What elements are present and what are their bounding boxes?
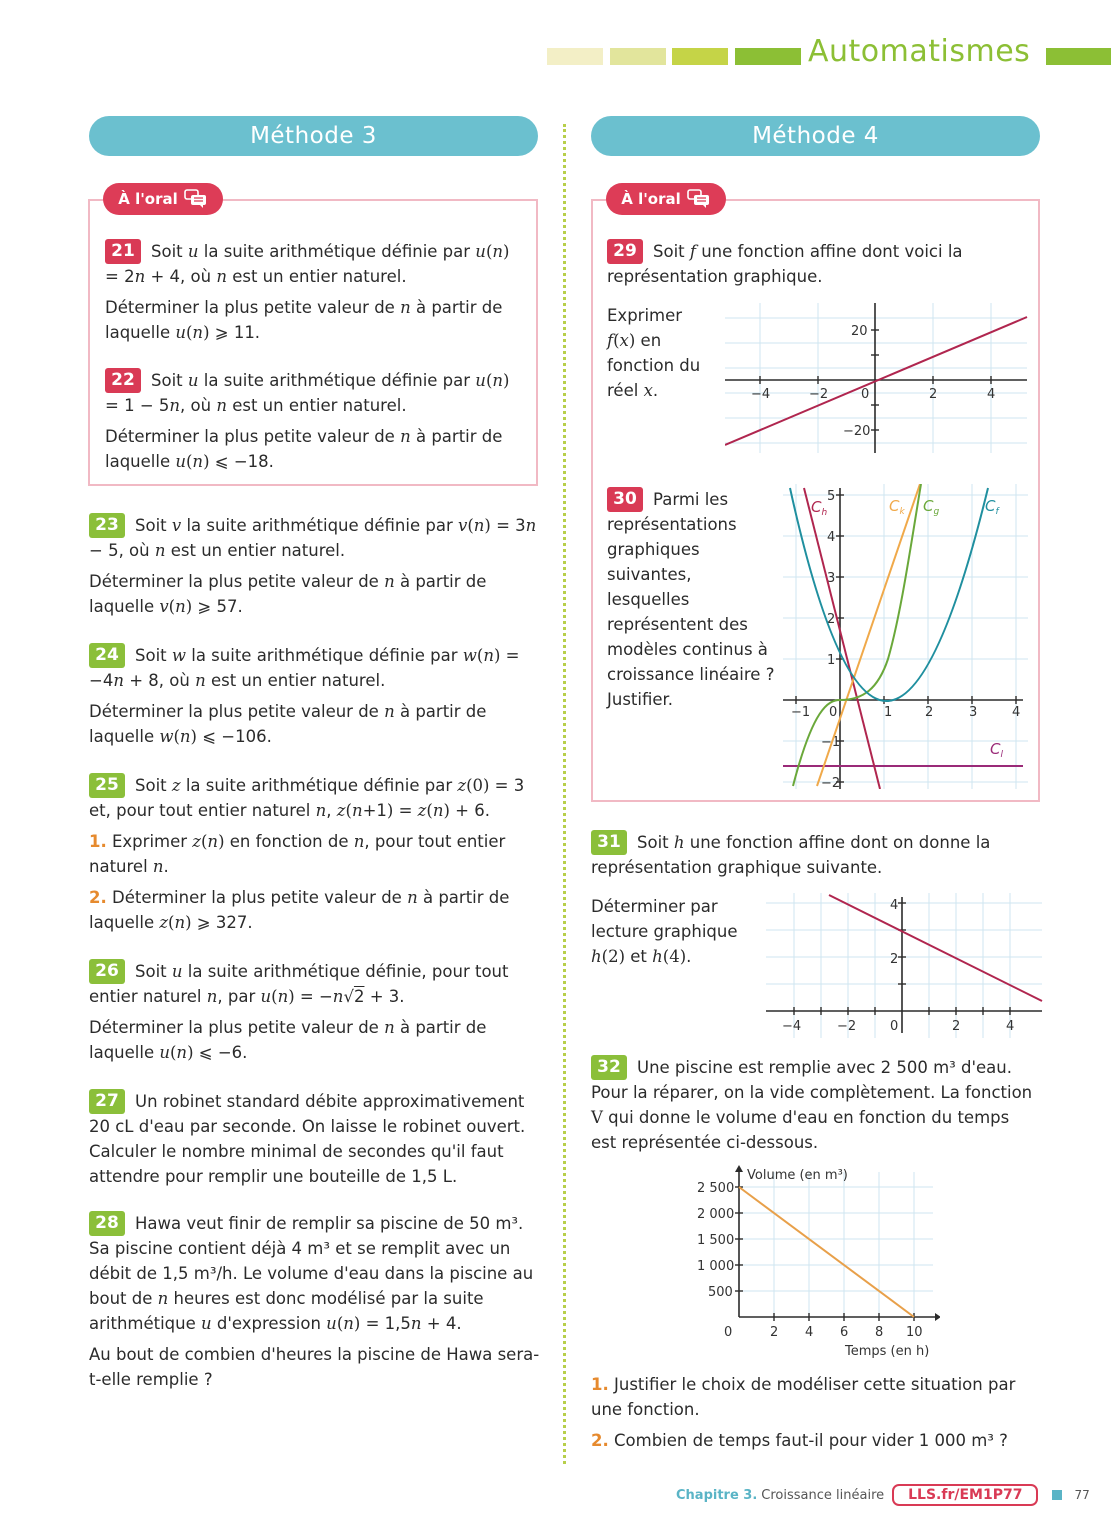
exercise-number: 25 <box>89 773 125 798</box>
exercise-number: 32 <box>591 1055 627 1080</box>
svg-text:3: 3 <box>827 571 836 586</box>
header-bar-5 <box>1046 48 1111 65</box>
svg-text:2: 2 <box>827 612 836 627</box>
oral-badge-left <box>103 183 223 215</box>
exercise-number: 22 <box>105 368 141 393</box>
footer-link[interactable]: LLS.fr/EM1P77 <box>892 1484 1038 1506</box>
exercise-23: 23 Soit v la suite arithmétique définie par v(n) = 3n − 5, où n est un entier naturel. Déterminer la plus petite valeur de n à partir de laquelle v(n) ⩾ 57. <box>89 515 537 616</box>
svg-text:2: 2 <box>925 705 934 720</box>
exercise-22: 22 Soit u la suite arithmétique définie par u(n) = 1 − 5n, où n est un entier naturel. Déterminer la plus petite valeur de n à partir de laquelle u(n) ⩽ −18. <box>105 370 510 471</box>
svg-text:−1: −1 <box>791 705 811 720</box>
svg-text:500: 500 <box>708 1285 733 1300</box>
svg-text:5: 5 <box>827 489 836 504</box>
exercise-27 <box>89 1089 544 1195</box>
svg-text:4: 4 <box>1012 705 1021 720</box>
svg-text:2 000: 2 000 <box>697 1207 735 1222</box>
speech-bubbles-icon <box>687 189 711 209</box>
svg-text:10: 10 <box>906 1325 923 1340</box>
oral-badge-label: À l'oral <box>118 190 178 208</box>
svg-text:Cf: $C_f$ <box>985 497 999 517</box>
header-bar-4 <box>735 48 801 65</box>
exercise-26: 26 Soit u la suite arithmétique définie, pour tout entier naturel n, par u(n) = −n√2 + 3. Déterminer la plus petite valeur de n à partir de laquelle u(n) ⩽ −6. <box>89 961 509 1062</box>
header-bar-2 <box>610 48 666 65</box>
speech-bubbles-icon <box>184 189 208 209</box>
svg-text:Temps (en h): Temps (en h) <box>845 1344 930 1359</box>
exercise-21: 21 Soit u la suite arithmétique définie par u(n) = 2n + 4, où n est un entier naturel. Déterminer la plus petite valeur de n à partir de laquelle u(n) ⩾ 11. <box>105 241 510 342</box>
header-bar-3 <box>672 48 728 65</box>
exercise-number: 29 <box>607 239 643 264</box>
exercise-32-q1: Justifier le choix de modéliser cette situation par une fonction. <box>591 1375 1016 1419</box>
svg-text:Volume (en m³): Volume (en m³) <box>747 1168 848 1183</box>
column-divider <box>563 124 566 1464</box>
exercise-32: 32 Une piscine est remplie avec 2 500 m³ d'eau. Pour la réparer, on la vide complètement. La fonction V qui donne le volume d'eau en fonction du temps est représentée ci-dessous. <box>591 1057 1033 1152</box>
svg-text:2 500: 2 500 <box>697 1181 735 1196</box>
svg-text:−4: −4 <box>751 387 771 402</box>
exercise-29-side: Exprimer f(x) en fonction du réel x. <box>607 306 701 400</box>
exercise-number: 28 <box>89 1211 125 1236</box>
method-4-header: Méthode 4 <box>591 116 1040 156</box>
exercise-24: 24 Soit w la suite arithmétique définie par w(n) = −4n + 8, où n est un entier naturel. Déterminer la plus petite valeur de n à partir de laquelle w(n) ⩽ −106. <box>89 645 520 746</box>
svg-text:0: 0 <box>890 1019 899 1034</box>
chart-ex31 <box>766 893 1046 1038</box>
question-number: 2. <box>591 1431 609 1450</box>
oral-badge-label: À l'oral <box>621 190 681 208</box>
svg-text:1: 1 <box>827 653 836 668</box>
svg-text:2: 2 <box>952 1019 961 1034</box>
exercise-number: 30 <box>607 487 643 512</box>
exercise-number: 27 <box>89 1089 125 1114</box>
exercise-31-side: Déterminer par lecture graphique h(2) et h(4). <box>591 897 738 966</box>
svg-text:20: 20 <box>851 324 868 339</box>
svg-text:4: 4 <box>890 898 899 913</box>
svg-text:−4: −4 <box>782 1019 802 1034</box>
chart-ex29 <box>725 303 1030 453</box>
exercise-29: 29 Soit f une fonction affine dont voici la représentation graphique. <box>607 241 963 286</box>
svg-text:−1: −1 <box>821 735 841 750</box>
exercise-32-questions <box>591 1372 1036 1459</box>
svg-text:1 000: 1 000 <box>697 1259 735 1274</box>
svg-text:−2: −2 <box>809 387 829 402</box>
svg-text:2: 2 <box>770 1325 779 1340</box>
svg-text:2: 2 <box>890 952 899 967</box>
page-title: Automatismes <box>808 34 1031 69</box>
svg-text:1 500: 1 500 <box>697 1233 735 1248</box>
exercise-32-q2: Combien de temps faut-il pour vider 1 000 m³ ? <box>614 1431 1008 1450</box>
exercise-27-text: Un robinet standard débite approximativement 20 cL d'eau par seconde. On laisse le robinet ouvert. Calculer le nombre minimal de secondes qu'il faut attendre pour remplir une bouteille de 1,5 L. <box>89 1092 526 1186</box>
footer-chapter-title: Croissance linéaire <box>761 1487 885 1503</box>
exercise-30: 30 Parmi les représentations graphiques suivantes, lesquelles représentent des modèles continus à croissance linéaire ? Justifier. <box>607 489 775 709</box>
exercise-25: 25 Soit z la suite arithmétique définie par z(0) = 3 et, pour tout entier naturel n, z(n+1) = z(n) + 6. 1. Exprimer z(n) en fonction de n, pour tout entier naturel n. 2. Déterminer la plus petite valeur de n à partir de laquelle z(n) ⩾ 327. <box>89 775 525 932</box>
svg-text:Cg: $C_g$ <box>923 497 940 517</box>
svg-text:Ch: $C_h$ <box>811 498 828 518</box>
question-number: 1. <box>591 1375 609 1394</box>
svg-text:0: 0 <box>724 1325 733 1340</box>
footer-square-icon <box>1052 1490 1062 1500</box>
exercise-number: 23 <box>89 513 125 538</box>
svg-text:Cl: $C_l$ <box>990 740 1003 760</box>
oral-badge-right <box>606 183 726 215</box>
exercise-number: 31 <box>591 830 627 855</box>
svg-text:Ck: $C_k$ <box>889 497 905 517</box>
svg-text:2: 2 <box>929 387 938 402</box>
method-3-header: Méthode 3 <box>89 116 538 156</box>
svg-text:−2: −2 <box>837 1019 857 1034</box>
svg-text:1: 1 <box>884 705 893 720</box>
svg-text:0: 0 <box>861 387 870 402</box>
svg-text:0: 0 <box>829 705 838 720</box>
svg-text:3: 3 <box>969 705 978 720</box>
exercise-28: 28 Hawa veut finir de remplir sa piscine de 50 m³. Sa piscine contient déjà 4 m³ et se remplit avec un débit de 1,5 m³/h. Le volume d'eau dans la piscine au bout de n heures est donc modélisé par la suite arithmétique u d'expression u(n) = 1,5n + 4. Au bout de combien d'heures la piscine de Hawa sera-t-elle remplie ? <box>89 1211 544 1398</box>
exercise-number: 21 <box>105 239 141 264</box>
chart-ex30 <box>783 484 1028 789</box>
svg-text:4: 4 <box>827 530 836 545</box>
footer <box>676 1484 1090 1506</box>
exercise-31: 31 Soit h une fonction affine dont on donne la représentation graphique suivante. <box>591 832 991 877</box>
svg-text:4: 4 <box>805 1325 814 1340</box>
header-bar-1 <box>547 48 603 65</box>
svg-text:6: 6 <box>840 1325 849 1340</box>
exercise-28-question: Au bout de combien d'heures la piscine de Hawa sera-t-elle remplie ? <box>89 1345 540 1389</box>
question-number: 2. <box>89 888 107 907</box>
svg-text:4: 4 <box>987 387 996 402</box>
svg-text:8: 8 <box>875 1325 884 1340</box>
question-number: 1. <box>89 832 107 851</box>
svg-text:−2: −2 <box>821 776 841 789</box>
svg-text:4: 4 <box>1006 1019 1015 1034</box>
page-number: 77 <box>1074 1488 1090 1502</box>
footer-chapter: Chapitre 3. <box>676 1487 758 1503</box>
exercise-number: 26 <box>89 959 125 984</box>
exercise-number: 24 <box>89 643 125 668</box>
chart-ex32 <box>690 1162 940 1362</box>
svg-text:−20: −20 <box>843 424 871 439</box>
